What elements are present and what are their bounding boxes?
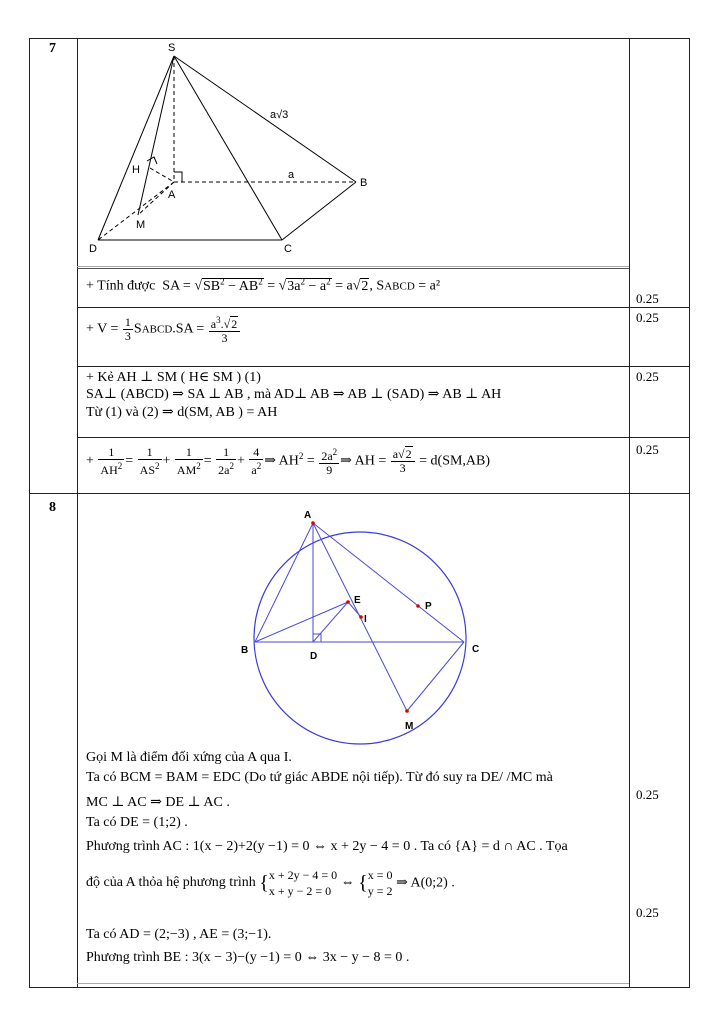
col-divider-2 [629, 38, 630, 988]
score-q7-r4: 0.25 [636, 442, 659, 457]
label-I: I [364, 614, 367, 625]
q8-line4: Ta có DE = (1;2) . [86, 815, 188, 830]
label-D: D [89, 243, 97, 255]
row-divider [77, 983, 629, 984]
label-D: D [310, 651, 318, 662]
question-number-7: 7 [49, 41, 56, 56]
label-C: C [472, 644, 480, 655]
col-divider-1 [77, 38, 78, 988]
label-M: M [405, 721, 414, 732]
circle-figure [235, 503, 495, 753]
label-A: A [304, 510, 312, 521]
q8-line5: Phương trình AC : 1(x − 2)+2(y −1) = 0 ⇔ x + 2y − 4 = 0 . Ta có {A} = d ∩ AC . Tọa [86, 839, 568, 854]
label-B: B [360, 177, 368, 189]
score-q7-r3: 0.25 [636, 369, 659, 384]
score-q7-r2: 0.25 [636, 310, 659, 325]
q8-line1: Gọi M là điểm đối xứng của A qua I. [86, 750, 292, 765]
section-divider [29, 493, 690, 494]
label-S: S [168, 42, 176, 54]
label-edge-AB: a [288, 169, 295, 181]
q7-row1: + Tính được SA = $√SB^2 - AB^2 = √3a^2 - a^2 = a√2$, SABCD = a² [86, 276, 441, 294]
label-B: B [241, 645, 249, 656]
row-divider [77, 437, 690, 438]
label-E: E [354, 595, 361, 606]
q8-line3: MC ⊥ AC ⇒ DE ⊥ AC . [86, 795, 230, 810]
pyramid-figure [80, 40, 380, 265]
table-left-border [29, 38, 30, 988]
table-bottom-border [29, 987, 690, 988]
q8-line2: Ta có BCM = BAM = EDC (Do tứ giác ABDE nội tiếp). Từ đó suy ra DE/ /MC mà [86, 770, 553, 785]
row-divider [77, 266, 629, 267]
label-A: A [168, 189, 176, 201]
row-divider [77, 268, 629, 269]
label-edge-SB: a√3 [270, 109, 289, 121]
q7-row2: + V = $\frac{1}{3}$ SABCD.SA = $\frac{a^3.√2}{3}$ [86, 314, 241, 345]
q7-row3-line1: + Kẻ AH ⊥ SM ( H∈ SM ) (1) [86, 370, 261, 385]
q8-line8: Phương trình BE : 3(x − 3)−(y −1) = 0 ⇔ 3x − y − 8 = 0 . [86, 950, 410, 965]
score-q8-2: 0.25 [636, 905, 659, 920]
label-M: M [136, 219, 146, 231]
score-q7-r1: 0.25 [636, 291, 659, 306]
row-divider [77, 307, 690, 308]
label-C: C [284, 243, 292, 255]
q7-row4: + $\frac{1}{AH^2}$ = $\frac{1}{AS^2}$ + $\frac{1}{AM^2}$ = $\frac{1}{2a^2}$ + $\frac{4}{a^2}$ ⇒ $AH^2$ = $\frac{2a^2}{9}$ ⇒ AH = $\frac{a√2}{3}$ = d(SM,AB) [86, 445, 491, 477]
table-top-border [29, 38, 689, 39]
row-divider [77, 366, 690, 367]
label-P: P [425, 601, 432, 612]
score-q8-1: 0.25 [636, 787, 659, 802]
q8-line7: Ta có AD = (2;−3) , AE = (3;−1). [86, 927, 272, 942]
question-number-8: 8 [49, 500, 56, 515]
table-right-border [689, 38, 690, 988]
q7-row3-line2: SA⊥ (ABCD) ⇒ SA ⊥ AB , mà AD⊥ AB ⇒ AB ⊥ (SAD) ⇒ AB ⊥ AH [86, 387, 502, 402]
q8-line6: độ của A thỏa hệ phương trình {x + 2y − 4 = 0 x + y − 2 = 0 ⇔ {x = 0 y = 2 ⇒ A(0;2) . [86, 868, 455, 898]
label-H: H [132, 164, 140, 176]
q7-row3-line3: Từ (1) và (2) ⇒ d(SM, AB ) = AH [86, 405, 278, 420]
